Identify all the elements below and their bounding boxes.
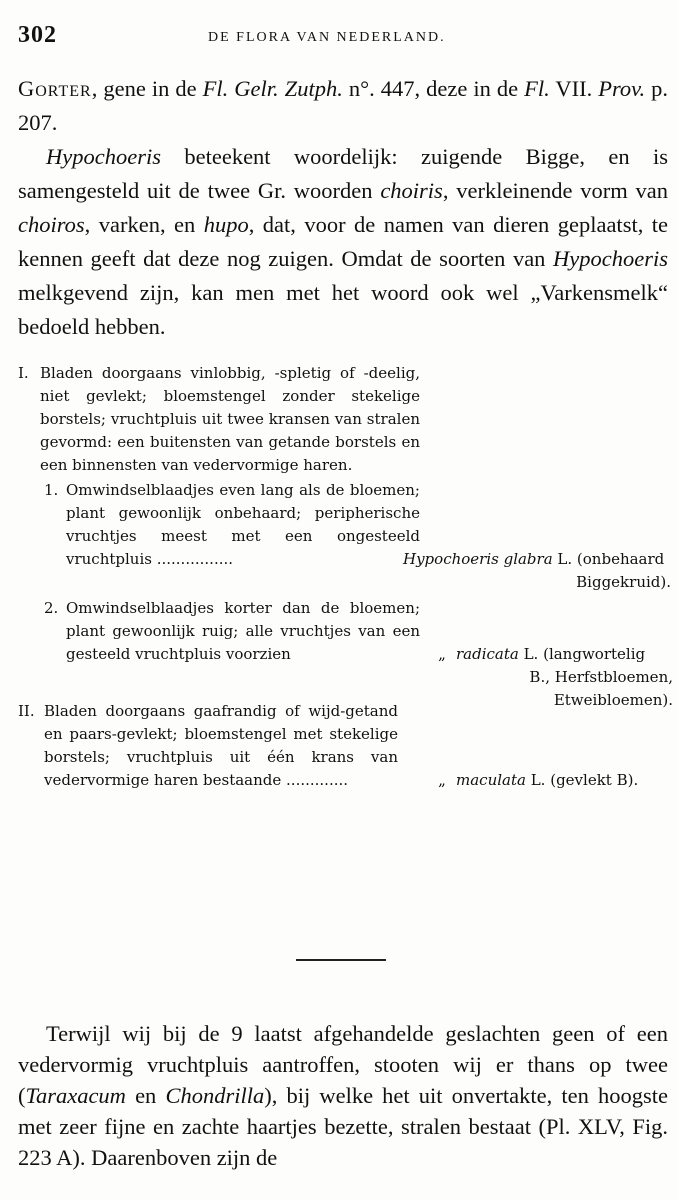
italic-run: Hypochoeris (46, 144, 161, 169)
key-entry-II (18, 700, 670, 792)
key-number: II. (18, 702, 35, 720)
text-run: en (125, 1083, 166, 1108)
key-number: I. (18, 364, 29, 382)
species-name: Hypochoeris glabra (403, 550, 553, 568)
common-name-cont: B., Herfstbloemen, (529, 668, 673, 686)
running-title: DE FLORA VAN NEDERLAND. (208, 30, 446, 45)
key-entry-I (18, 362, 670, 477)
text-run: ), bij welke het uit onvertakte, ten hoogste met zeer fijne en zachte haartjes bezette, stralen bestaat (Pl. XLV, Fig. 223 A). Daarenboven zijn de (18, 1083, 668, 1170)
key-text: Omwindselblaadjes korter dan de bloemen; plant gewoonlijk ruig; alle vruchtjes van een gesteeld vruchtpluis voorzien (66, 599, 420, 663)
text-run: beteekent woordelijk: zuigende Bigge, en is samengesteld uit de twee Gr. woorden (18, 144, 668, 203)
common-name-cont: Biggekruid). (576, 573, 671, 591)
text-run: , varken, en (84, 212, 204, 237)
leader-dots: ............. (281, 771, 349, 789)
species-name: radicata (456, 645, 519, 663)
identification-key (18, 362, 673, 792)
key-number: 2. (44, 599, 59, 617)
key-text-run: Omwindselblaadjes even lang als de bloemen; plant gewoonlijk onbehaard; peripherische vruchtjes meest met een ongesteeld vruchtpluis (66, 481, 420, 568)
species-author: L. (onbehaard (552, 550, 665, 568)
text-run: VII. (549, 76, 599, 101)
text-run: Terwijl wij bij de 9 laatst afgehandelde geslachten geen of een vedervormig vruchtpluis aantroffen, stooten wij er thans op twee ( (18, 1021, 668, 1108)
paragraph-gorter-reference (18, 72, 668, 140)
italic-run: Hypochoeris (553, 246, 668, 271)
text-run: n°. 447, deze in de (342, 76, 525, 101)
text-run: p. 207. (18, 76, 669, 135)
key-text (18, 479, 420, 571)
paragraph-etymology (18, 140, 668, 344)
section-divider (296, 959, 386, 961)
species-name: maculata (456, 771, 526, 789)
leader-dots: ................ (151, 550, 234, 568)
text-run: , dat, voor de namen van dieren geplaatst, te kennen geeft dat deze nog zuigen. Omdat de soorten van (18, 212, 669, 271)
italic-run: choiris (380, 178, 443, 203)
page-number: 302 (18, 22, 57, 48)
italic-run: hupo (203, 212, 249, 237)
page-header (18, 22, 666, 52)
key-answer (428, 769, 673, 792)
key-text-run: Bladen doorgaans gaafrandig of wijd-getand en paars-gevlekt; bloemstengel met stekelige borstels; vruchtpluis uit één krans van vedervormige haren bestaande (44, 702, 398, 789)
italic-run: Taraxacum (25, 1083, 126, 1108)
text-run: melkgevend zijn, kan men met het woord ook wel „Varkensmelk“ bedoeld hebben. (18, 280, 668, 339)
italic-run: Chondrilla (165, 1083, 265, 1108)
key-text (18, 700, 398, 792)
italic-run: Fl. Gelr. Zutph. (202, 76, 343, 101)
text-run: , gene in de (91, 76, 203, 101)
italic-run: choiros (18, 212, 85, 237)
key-number: 1. (44, 481, 59, 499)
species-author: L. (gevlekt B). (525, 771, 639, 789)
key-answer (403, 548, 671, 594)
key-text: Bladen doorgaans vinlobbig, -spletig of -deelig, niet gevlekt; bloemstengel zonder stekelige borstels; vruchtpluis uit twee kransen van stralen gevormd: een buitensten van getande borstels en een binnensten van vedervormige haren. (40, 364, 420, 474)
ditto-mark: „ (438, 645, 446, 663)
paragraph-taraxacum (18, 1018, 668, 1173)
species-author: L. (langwortelig (518, 645, 646, 663)
common-name-cont: Etweibloemen). (553, 691, 673, 709)
text-run: , verkleinende vorm van (442, 178, 669, 203)
ditto-mark: „ (438, 771, 446, 789)
italic-run: Fl. (524, 76, 550, 101)
author-name: Gorter (18, 76, 92, 101)
key-entry-I-1 (18, 479, 671, 591)
key-entry-I-2 (18, 597, 673, 709)
italic-run: Prov. (598, 76, 646, 101)
